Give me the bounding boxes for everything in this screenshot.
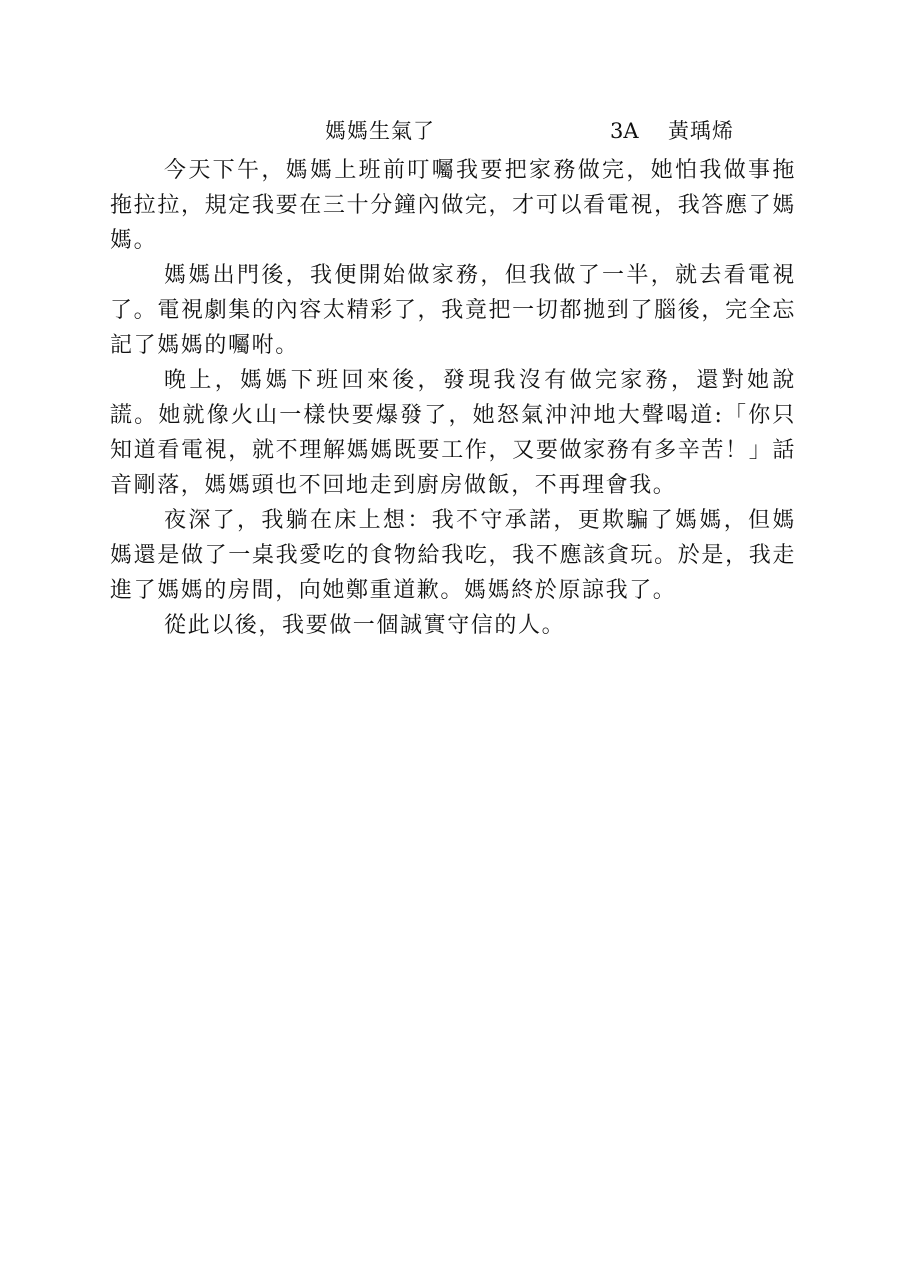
document-header bbox=[0, 113, 905, 149]
paragraph-4: 夜深了，我躺在床上想：我不守承諾，更欺騙了媽媽，但媽媽還是做了一桌我愛吃的食物給我吃，我不應該貪玩。於是，我走進了媽媽的房間，向她鄭重道歉。媽媽終於原諒我了。 bbox=[110, 508, 796, 603]
essay-title: 媽媽生氣了 bbox=[325, 119, 435, 143]
paragraph-2: 媽媽出門後，我便開始做家務，但我做了一半，就去看電視了。電視劇集的內容太精彩了，我竟把一切都拋到了腦後，完全忘記了媽媽的囑咐。 bbox=[110, 263, 796, 358]
class-code: 3A bbox=[610, 119, 639, 143]
essay-body bbox=[110, 153, 796, 643]
paragraph-5: 從此以後，我要做一個誠實守信的人。 bbox=[164, 613, 566, 638]
author-name: 黃瑀烯 bbox=[668, 119, 734, 143]
paragraph-3: 晚上，媽媽下班回來後，發現我沒有做完家務，還對她說謊。她就像火山一樣快要爆發了，她怒氣沖沖地大聲喝道:「你只知道看電視，就不理解媽媽既要工作，又要做家務有多辛苦！」話音剛落，媽媽頭也不回地走到廚房做飯，不再理會我。 bbox=[110, 368, 796, 498]
paragraph-1: 今天下午，媽媽上班前叮囑我要把家務做完，她怕我做事拖拖拉拉，規定我要在三十分鐘內做完，才可以看電視，我答應了媽媽。 bbox=[110, 158, 796, 253]
